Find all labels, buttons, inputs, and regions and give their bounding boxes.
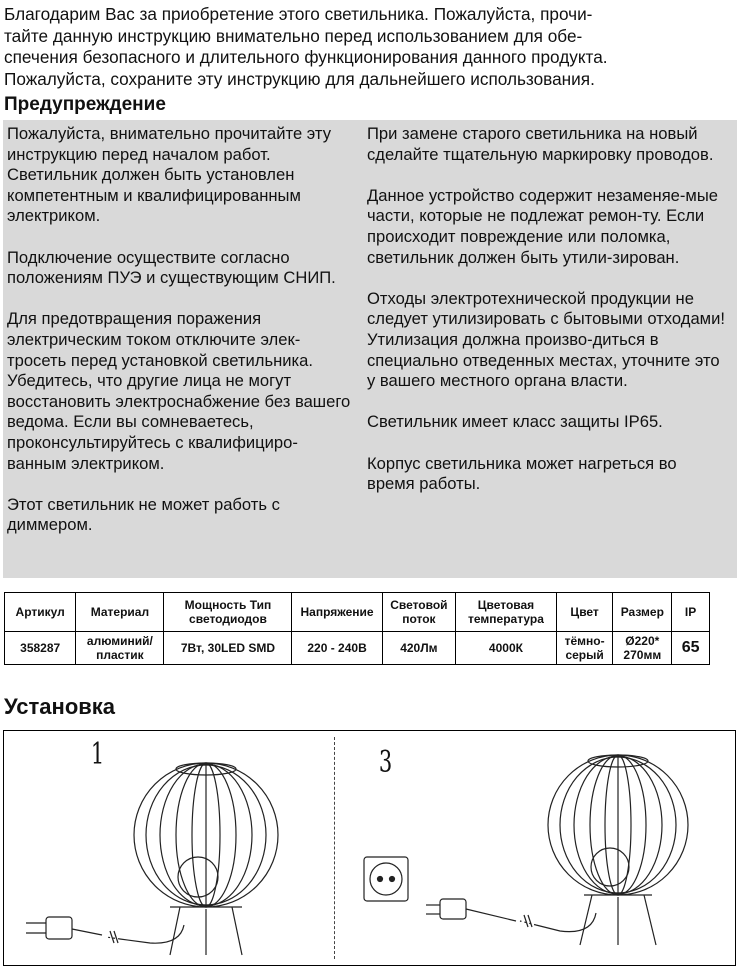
step-number: 3 <box>378 745 393 780</box>
specs-header: Напряжение <box>292 593 382 632</box>
warning-left-column <box>7 124 357 556</box>
specs-cell: тёмно-серый <box>556 632 613 665</box>
specs-header: Мощность Тип светодиодов <box>164 593 292 632</box>
warning-paragraph: Отходы электротехнической продукции не следует утилизировать с бытовыми отходами! Утилизация должна произво-диться в специально отведенных местах, уточните это у вашего местного органа власти. <box>367 288 725 391</box>
plug <box>440 899 466 919</box>
warning-paragraph: Этот светильник не может работь с диммером. <box>7 494 280 535</box>
specs-cell: 7Вт, 30LED SMD <box>164 632 292 665</box>
specs-data-row <box>5 632 710 665</box>
specs-header: Материал <box>76 593 164 632</box>
warning-paragraph: Корпус светильника может нагреться во время работы. <box>367 453 677 494</box>
installation-title: Установка <box>4 694 116 719</box>
specs-cell: алюминий/ пластик <box>76 632 164 665</box>
intro-text <box>4 4 736 90</box>
plug <box>46 917 72 939</box>
lamp-drawing-step-1 <box>10 739 330 965</box>
specs-header: Цветовая температура <box>456 593 557 632</box>
intro-line: тайте данную инструкцию внимательно перед использованием для обе- <box>4 25 583 46</box>
warning-paragraph: Подключение осуществите согласно положениям ПУЭ и существующим СНИП. <box>7 247 336 288</box>
step-number: 1 <box>90 737 105 772</box>
specs-header-row <box>5 593 710 632</box>
installation-box <box>3 730 736 966</box>
lamp-drawing-step-3 <box>340 739 732 965</box>
warning-title: Предупреждение <box>4 94 166 115</box>
specs-cell: Ø220* 270мм <box>613 632 672 665</box>
specs-header: Артикул <box>5 593 76 632</box>
specs-header: Размер <box>613 593 672 632</box>
step-divider <box>334 737 335 959</box>
specs-cell: 420Лм <box>382 632 455 665</box>
specs-cell: 4000К <box>456 632 557 665</box>
specs-cell: 220 - 240В <box>292 632 382 665</box>
specs-header: IP <box>672 593 710 632</box>
specs-table <box>4 592 710 665</box>
light-bulb <box>178 857 218 897</box>
specs-header: Цвет <box>556 593 613 632</box>
intro-line: Пожалуйста, сохраните эту инструкцию для дальнейшего использования. <box>4 68 595 89</box>
warning-right-column <box>367 124 727 515</box>
specs-cell: 358287 <box>5 632 76 665</box>
warning-paragraph: Светильник имеет класс защиты IP65. <box>367 412 663 432</box>
warning-box <box>3 120 737 578</box>
intro-line: спечения безопасного и длительного функционирования данного продукта. <box>4 47 608 67</box>
specs-cell: 65 <box>672 632 710 665</box>
warning-paragraph: При замене старого светильника на новый сделайте тщательную маркировку проводов. <box>367 124 714 164</box>
warning-paragraph: Для предотвращения поражения электрическим током отключите элек-тросеть перед установкой светильника. Убедитесь, что другие лица не могут восстановить электроснабжение без вашего ведома. Если вы сомневаетесь, проконсультируйтесь с квалифициро-ванным электриком. <box>7 309 351 473</box>
warning-paragraph: Пожалуйста, внимательно прочитайте эту инструкцию перед началом работ. Светильник должен быть установлен компетентным и квалифицированным электриком. <box>7 124 331 226</box>
specs-header: Световой поток <box>382 593 455 632</box>
intro-line: Благодарим Вас за приобретение этого светильника. Пожалуйста, прочи- <box>4 4 593 24</box>
warning-paragraph: Данное устройство содержит незаменяе-мые части, которые не подлежат ремон-ту. Если происходит повреждение или поломка, светильник должен быть утили-зирован. <box>367 185 718 267</box>
